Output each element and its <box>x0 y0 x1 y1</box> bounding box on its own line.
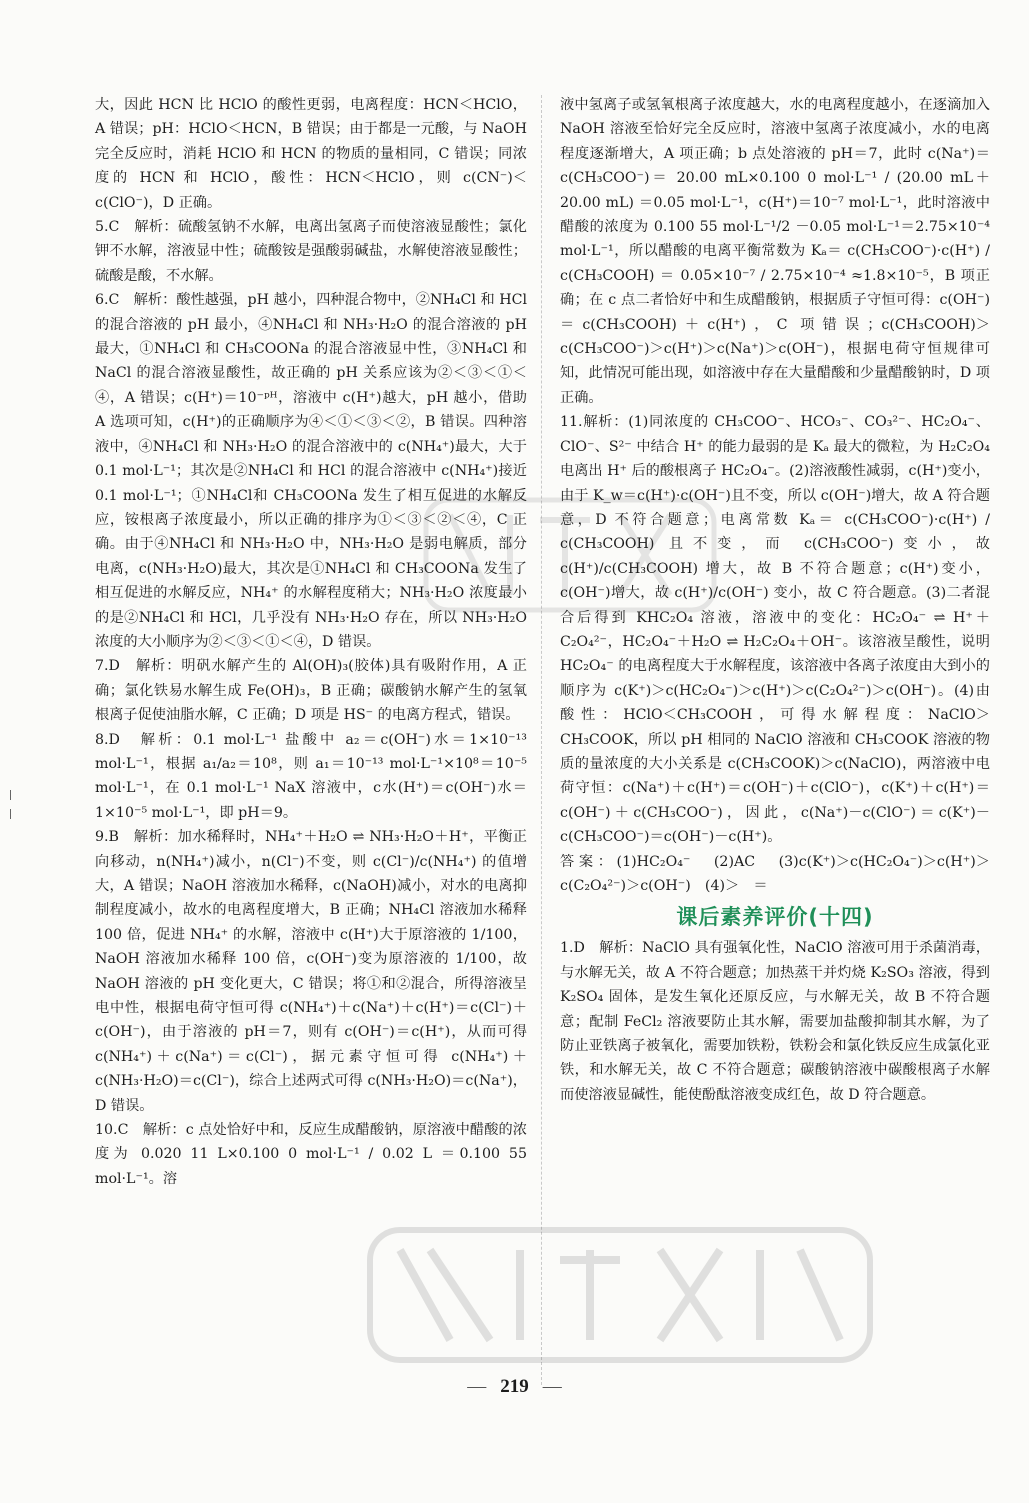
answer-item-9: 9.B 解析：加水稀释时，NH₄⁺＋H₂O ⇌ NH₃·H₂O＋H⁺，平衡正向移动，n(NH₄⁺)减小，n(Cl⁻)不变，则 c(Cl⁻)/c(NH₄⁺) 的值增大，A 错误；NaOH 溶液加水稀释，c(NaOH)减小，对水的电离抑制程度减小，故水的电离程度增大，B 正确；NH₄Cl 溶液加水稀释 100 倍，促进 NH₄⁺ 的水解，溶液中 c(H⁺)大于原溶液的 1/100，NaOH 溶液加水稀释 100 倍，c(OH⁻)变为原溶液的 1/100，故 NaOH 溶液的 pH 变化更大，C 错误；将①和②混合，所得溶液呈电中性，根据电荷守恒可得 c(NH₄⁺)＋c(Na⁺)＋c(H⁺)＝c(Cl⁻)＋c(OH⁻)，由于溶液的 pH＝7，则有 c(OH⁻)＝c(H⁺)，从而可得 c(NH₄⁺)＋c(Na⁺)＝c(Cl⁻)，据元素守恒可得 c(NH₄⁺)＋c(NH₃·H₂O)＝c(Cl⁻)，综合上述两式可得 c(NH₃·H₂O)＝c(Na⁺)，D 错误。 <box>95 829 527 1114</box>
watermark-stamp <box>360 1190 880 1400</box>
answer-item-5: 5.C 解析：硫酸氢钠不水解，电离出氢离子而使溶液显酸性；氯化钾不水解，溶液显中性；硫酸铵是强酸弱碱盐，水解使溶液显酸性；硫酸是酸，不水解。 <box>95 219 527 284</box>
answer-item-10: 10.C 解析：c 点处恰好中和，反应生成醋酸钠，原溶液中醋酸的浓度为 0.020 11 L×0.100 0 mol·L⁻¹ / 0.02 L ＝0.100 55 mol·L⁻¹。溶 <box>95 1122 527 1187</box>
left-column <box>95 93 527 1191</box>
section-title: 课后素养评价(十四) <box>676 905 874 930</box>
page-number-value: 219 <box>500 1376 529 1397</box>
paragraph-cont-right: 液中氢离子或氢氧根离子浓度越大，水的电离程度越小，在逐滴加入 NaOH 溶液至恰好完全反应时，溶液中氢离子浓度减小，水的电离程度逐渐增大，A 项正确；b 点处溶液的 pH＝7，此时 c(Na⁺)＝c(CH₃COO⁻)＝ 20.00 mL×0.100 0 mol·L⁻¹ / (20.00 mL＋20.00 mL) ＝0.05 mol·L⁻¹，c(H⁺)＝10⁻⁷ mol·L⁻¹，此时溶液中醋酸的浓度为 0.100 55 mol·L⁻¹/2 －0.05 mol·L⁻¹＝2.75×10⁻⁴ mol·L⁻¹，所以醋酸的电离平衡常数为 Kₐ＝ c(CH₃COO⁻)·c(H⁺) / c(CH₃COOH) ＝ 0.05×10⁻⁷ / 2.75×10⁻⁴ ≈1.8×10⁻⁵，B 项正确；在 c 点二者恰好中和生成醋酸钠，根据质子守恒可得：c(OH⁻)＝c(CH₃COOH)＋c(H⁺)，C 项错误；c(CH₃COOH)＞c(CH₃COO⁻)＞c(H⁺)＞c(Na⁺)＞c(OH⁻)，根据电荷守恒规律可知，此情况可能出现，如溶液中存在大量醋酸和少量醋酸钠时，D 项正确。 <box>560 97 990 406</box>
answer-item-7: 7.D 解析：明矾水解产生的 Al(OH)₃(胶体)具有吸附作用，A 正确；氯化铁易水解生成 Fe(OH)₃，B 正确；碳酸钠水解产生的氢氧根离子促使油脂水解，C 正确；D 项是 HS⁻ 的电离方程式，错误。 <box>95 658 527 724</box>
answer-item-8: 8.D 解析：0.1 mol·L⁻¹ 盐酸中 a₂＝c(OH⁻)水＝1×10⁻¹³ mol·L⁻¹，根据 a₁/a₂＝10⁸，则 a₁＝10⁻¹³ mol·L⁻¹×10⁸＝10⁻⁵ mol·L⁻¹，在 0.1 mol·L⁻¹ NaX 溶液中，c水(H⁺)＝c(OH⁻)水＝1×10⁻⁵ mol·L⁻¹，即 pH＝9。 <box>95 731 527 821</box>
margin-mark <box>10 785 14 795</box>
answer-summary: 答案：(1)HC₂O₄⁻ (2)AC (3)c(K⁺)＞c(HC₂O₄⁻)＞c(H⁺)＞c(C₂O₄²⁻)＞c(OH⁻) (4)＞ ＝ <box>560 853 990 894</box>
answer-item-1: 1.D 解析：NaClO 具有强氧化性，NaClO 溶液可用于杀菌消毒，与水解无关，故 A 不符合题意；加热蒸干并灼烧 K₂SO₃ 溶液，得到 K₂SO₄ 固体，是发生氧化还原反应，与水解无关，故 B 不符合题意；配制 FeCl₂ 溶液要防止其水解，需要加盐酸抑制其水解，为了防止亚铁离子被氧化，需要加铁粉，铁粉会和氯化铁反应生成氯化亚铁，和水解无关，故 C 不符合题意；碳酸钠溶液中碳酸根离子水解而使溶液显碱性，能使酚酞溶液变成红色，故 D 符合题意。 <box>560 940 990 1103</box>
answer-item-6: 6.C 解析：酸性越强，pH 越小，四种混合物中，②NH₄Cl 和 HCl 的混合溶液的 pH 最小，④NH₄Cl 和 NH₃·H₂O 的混合溶液的 pH 最大，①NH₄Cl 和 CH₃COONa 的混合溶液显中性，③NH₄Cl 和 NaCl 的混合溶液显酸性，故正确的 pH 关系应该为②＜③＜①＜④，A 错误；c(H⁺)＝10⁻ᵖᴴ，溶液中 c(H⁺)越大，pH 越小，借助 A 选项可知，c(H⁺)的正确顺序为④＜①＜③＜②，B 错误。四种溶液中，④NH₄Cl 和 NH₃·H₂O 的混合溶液中的 c(NH₄⁺)最大，大于 0.1 mol·L⁻¹；其次是②NH₄Cl 和 HCl 的混合溶液中 c(NH₄⁺)接近 0.1 mol·L⁻¹；①NH₄Cl和 CH₃COONa 发生了相互促进的水解反应，铵根离子浓度最小，所以正确的排序为①＜③＜②＜④，C 正确。由于④NH₄Cl 和 NH₃·H₂O 中，NH₃·H₂O 是弱电解质，部分电离，c(NH₃·H₂O)最大，其次是①NH₄Cl 和 CH₃COONa 发生了相互促进的水解反应，NH₄⁺ 的水解程度稍大；NH₃·H₂O 浓度最小的是②NH₄Cl 和 HCl，几乎没有 NH₃·H₂O 存在，所以 NH₃·H₂O 浓度的大小顺序为②＜③＜①＜④，D 错误。 <box>95 292 527 650</box>
page-dash-right: — <box>542 1376 562 1397</box>
watermark-stamp-faint <box>420 480 720 630</box>
page-dash-left: — <box>467 1376 487 1397</box>
answer-item-11: 11.解析：(1)同浓度的 CH₃COO⁻、HCO₃⁻、CO₃²⁻、HC₂O₄⁻、ClO⁻、S²⁻ 中结合 H⁺ 的能力最弱的是 Kₐ 最大的微粒，为 H₂C₂O₄ 电离出 H⁺ 后的酸根离子 HC₂O₄⁻。(2)溶液酸性减弱，c(H⁺)变小，由于 K_w＝c(H⁺)·c(OH⁻)且不变，所以 c(OH⁻)增大，故 A 符合题意，D 不符合题意；电离常数 Kₐ＝ c(CH₃COO⁻)·c(H⁺) / c(CH₃COOH) 且不变，而 c(CH₃COO⁻)变小，故 c(H⁺)/c(CH₃COOH) 增大，故 B 不符合题意；c(H⁺)变小，c(OH⁻)增大，故 c(H⁺)/c(OH⁻) 变小，故 C 符合题意。(3)二者混合后得到 KHC₂O₄ 溶液，溶液中的变化：HC₂O₄⁻ ⇌ H⁺＋C₂O₄²⁻，HC₂O₄⁻＋H₂O ⇌ H₂C₂O₄＋OH⁻。该溶液呈酸性，说明 HC₂O₄⁻ 的电离程度大于水解程度，该溶液中各离子浓度由大到小的顺序为 c(K⁺)＞c(HC₂O₄⁻)＞c(H⁺)＞c(C₂O₄²⁻)＞c(OH⁻)。(4)由酸性：HClO＜CH₃COOH，可得水解程度：NaClO＞CH₃COOK，所以 pH 相同的 NaClO 溶液和 CH₃COOK 溶液的物质的量浓度的大小关系是 c(CH₃COOK)＞c(NaClO)，两溶液中电荷守恒：c(Na⁺)＋c(H⁺)＝c(OH⁻)＋c(ClO⁻)，c(K⁺)＋c(H⁺)＝c(OH⁻)＋c(CH₃COO⁻)，因此，c(Na⁺)－c(ClO⁻)＝c(K⁺)－c(CH₃COO⁻)＝c(OH⁻)－c(H⁺)。 <box>560 414 990 846</box>
paragraph-cont: 大，因此 HCN 比 HClO 的酸性更弱，电离程度：HCN＜HClO，A 错误；pH：HClO＜HCN，B 错误；由于都是一元酸，与 NaOH 完全反应时，消耗 HClO 和 HCN 的物质的量相同，C 错误；同浓度的 HCN 和 HClO，酸性：HCN＜HClO，则 c(CN⁻)＜c(ClO⁻)，D 正确。 <box>95 97 527 211</box>
page-number <box>0 1376 1029 1398</box>
